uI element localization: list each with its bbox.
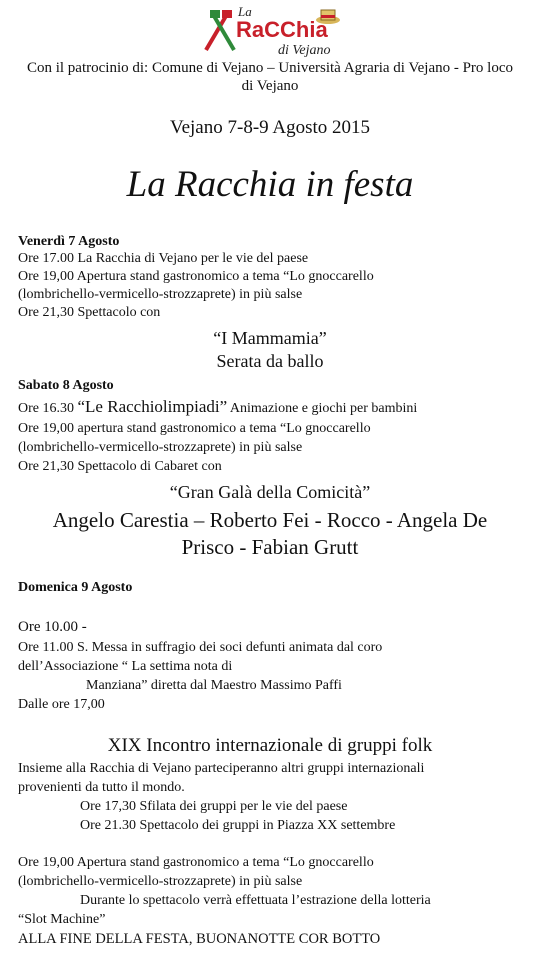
folk-line: provenienti da tutto il mondo. — [18, 780, 185, 795]
patronage-text: Con il patrocinio di: Comune di Vejano – Università Agraria di Vejano - Pro loco di Vejano — [26, 60, 514, 94]
day1-act-subtitle: Serata da ballo — [216, 351, 324, 371]
day1-line: Ore 21,30 Spettacolo con — [18, 305, 161, 320]
day1-line: (lombrichello-vermicello-strozzaprete) in più salse — [18, 287, 303, 302]
closing-line: “Slot Machine” — [18, 912, 106, 927]
racchia-logo — [196, 2, 346, 60]
day3-line: dell’Associazione “ La settima nota di — [18, 659, 233, 674]
day2-line: Ore 21,30 Spettacolo di Cabaret con — [18, 459, 222, 474]
day2-time: Ore 16.30 — [18, 401, 78, 416]
day3-line: Dalle ore 17,00 — [18, 697, 105, 712]
day2-line: (lombrichello-vermicello-strozzaprete) in più salse — [18, 440, 303, 455]
folk-line: Ore 17,30 Sfilata dei gruppi per le vie del paese — [80, 799, 348, 814]
day1-line: Ore 17.00 La Racchia di Vejano per le vie del paese — [18, 251, 309, 266]
closing-line: (lombrichello-vermicello-strozzaprete) in più salse — [18, 874, 303, 889]
folk-festival-title: XIX Incontro internazionale di gruppi folk — [107, 735, 433, 756]
day2-cast: Prisco - Fabian Grutt — [181, 535, 359, 559]
racchia-logo-icon — [196, 2, 346, 60]
page-title: La Racchia in festa — [126, 164, 414, 205]
day1-line: Ore 19,00 Apertura stand gastronomico a tema “Lo gnoccarello — [18, 269, 374, 284]
day3-line: Ore 11.00 S. Messa in suffragio dei soci defunti animata dal coro — [18, 640, 383, 655]
day2-activity: Animazione e giochi per bambini — [227, 401, 418, 416]
day3-line: Manziana” diretta dal Maestro Massimo Paffi — [86, 678, 342, 693]
closing-line: Ore 19,00 Apertura stand gastronomico a tema “Lo gnoccarello — [18, 855, 374, 870]
closing-line: ALLA FINE DELLA FESTA, BUONANOTTE COR BOTTO — [18, 931, 381, 947]
day3-header: Domenica 9 Agosto — [18, 580, 133, 595]
day2-show: “Gran Galà della Comicità” — [169, 482, 371, 502]
day1-act: “I Mammamia” — [213, 328, 327, 348]
event-dates: Vejano 7-8-9 Agosto 2015 — [169, 117, 370, 138]
folk-line: Ore 21.30 Spettacolo dei gruppi in Piazza XX settembre — [80, 818, 396, 833]
folk-line: Insieme alla Racchia di Vejano parteciperanno altri gruppi internazionali — [18, 761, 425, 776]
day1-header: Venerdì 7 Agosto — [18, 234, 120, 249]
logo-text-vejano: di Vejano — [278, 43, 331, 58]
day2-racchiolimpiadi: “Le Racchiolimpiadi” — [77, 397, 228, 416]
day3-line: Ore 10.00 - — [18, 619, 87, 635]
logo-text-racchia: RaCChia — [236, 17, 328, 42]
logo-text-la: La — [238, 4, 252, 19]
day2-line — [18, 397, 417, 417]
day2-header: Sabato 8 Agosto — [18, 378, 114, 393]
day2-cast: Angelo Carestia – Roberto Fei - Rocco - Angela De — [52, 508, 488, 532]
closing-line: Durante lo spettacolo verrà effettuata l’estrazione della lotteria — [80, 893, 431, 908]
day2-line: Ore 19,00 apertura stand gastronomico a tema “Lo gnoccarello — [18, 421, 371, 436]
